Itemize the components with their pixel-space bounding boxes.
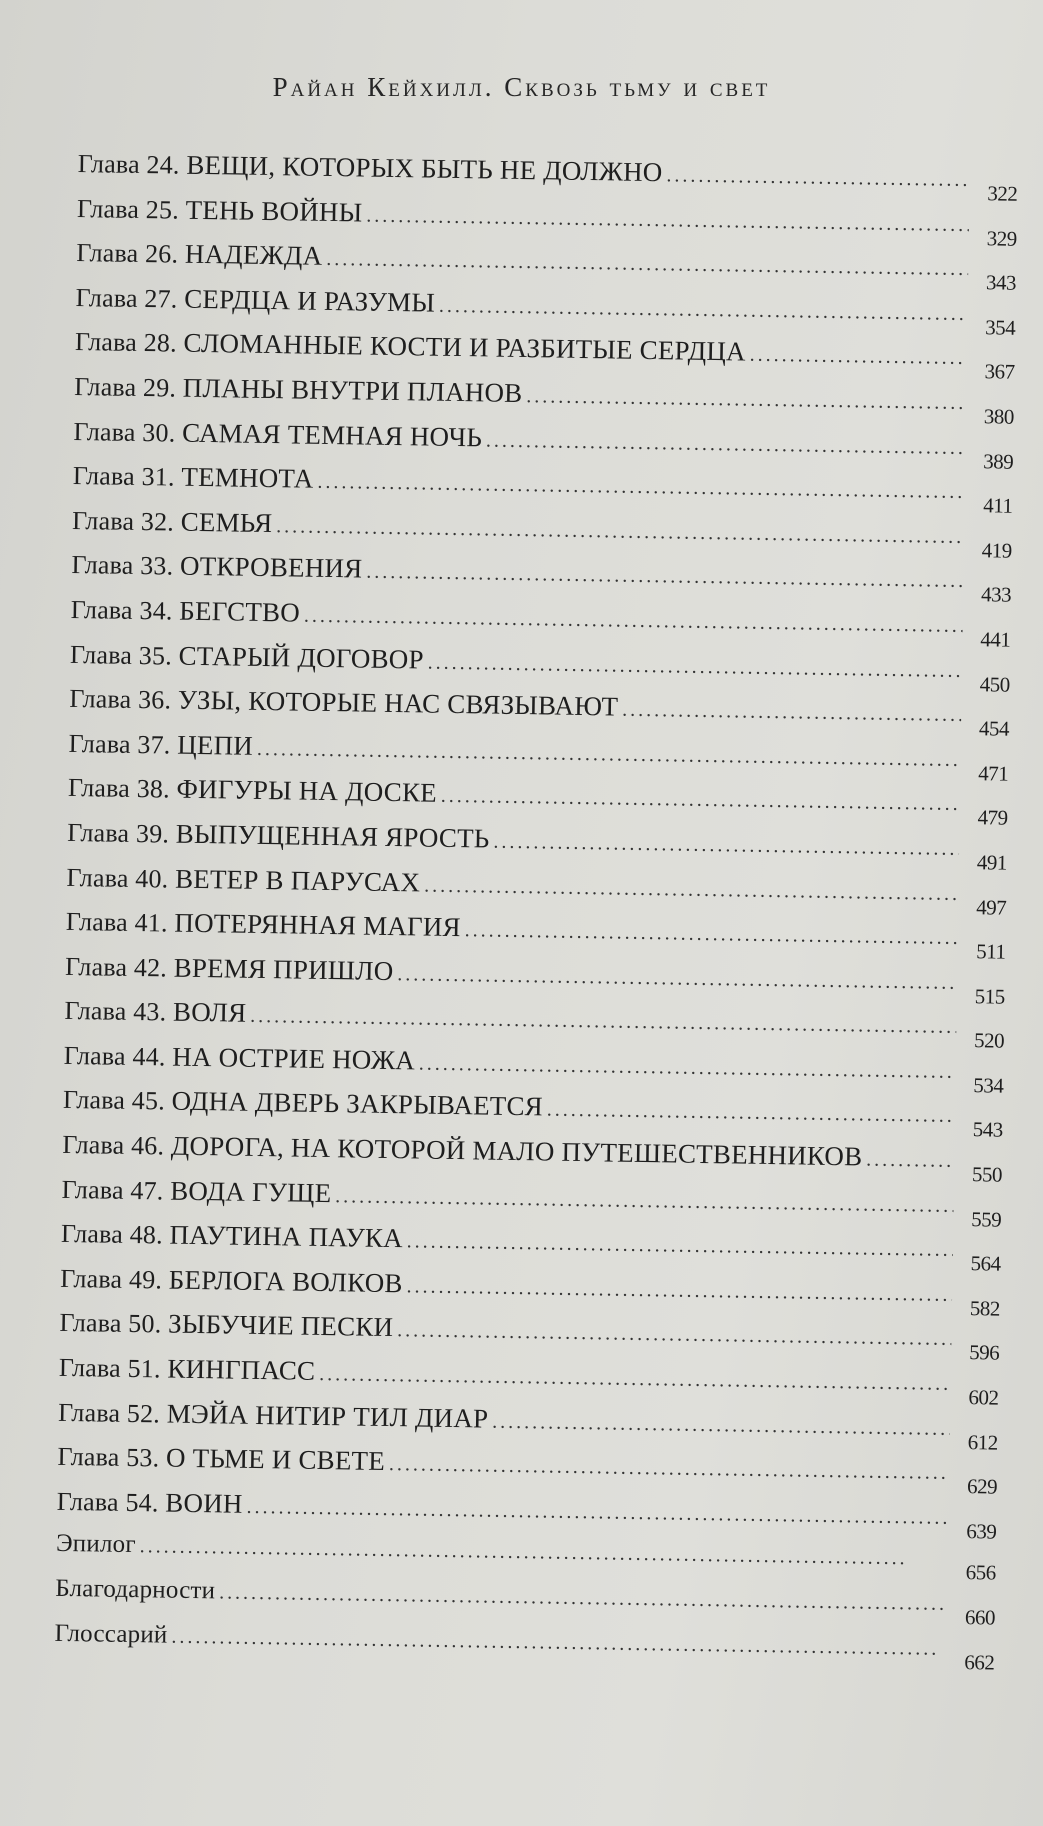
page-number: 454 (978, 716, 1010, 741)
dot-leader (465, 919, 958, 950)
dot-leader (317, 471, 965, 504)
chapter-title: ТЕНЬ ВОЙНЫ (185, 194, 363, 228)
dot-leader (666, 164, 970, 192)
chapter-title: ТЕМНОТА (181, 461, 314, 494)
chapter-label: Глава 27. (75, 282, 178, 314)
chapter-label: Глава 42. (64, 951, 168, 983)
chapter-label: Глава 35. (69, 639, 173, 671)
toc-entry-title (70, 638, 424, 675)
chapter-title: ПОТЕРЯННАЯ МАГИЯ (174, 907, 462, 943)
toc-entry-title (61, 1218, 403, 1254)
chapter-label: Глоссарий (54, 1619, 168, 1649)
page-number: 660 (964, 1605, 996, 1630)
chapter-title: ДОРОГА, НА КОТОРОЙ МАЛО ПУТЕШЕСТВЕННИКОВ (170, 1130, 863, 1172)
page-number: 329 (986, 225, 1017, 251)
toc-entry-title (66, 861, 420, 898)
dot-leader (397, 1320, 952, 1352)
toc-entry-title (73, 416, 482, 453)
chapter-title: САМАЯ ТЕМНАЯ НОЧЬ (181, 417, 483, 452)
chapter-title: СЕМЬЯ (180, 506, 273, 538)
toc-entry-title (78, 148, 663, 188)
dot-leader (304, 605, 963, 638)
dot-leader (219, 1581, 947, 1615)
toc-entry-title (68, 772, 437, 809)
chapter-label: Глава 31. (72, 461, 175, 492)
chapter-title: УЗЫ, КОТОРЫЕ НАС СВЯЗЫВАЮТ (177, 684, 619, 722)
dot-leader (276, 515, 964, 549)
dot-leader (750, 344, 967, 370)
page-number: 662 (964, 1649, 995, 1675)
dot-leader (406, 1275, 952, 1307)
dot-leader (389, 1453, 950, 1485)
chapter-title: СТАРЫЙ ДОГОВОР (178, 640, 424, 675)
page-number: 520 (973, 1028, 1005, 1053)
chapter-label: Глава 38. (67, 773, 171, 804)
chapter-label: Глава 45. (62, 1085, 166, 1116)
chapter-label: Глава 30. (73, 416, 176, 448)
dot-leader (547, 1099, 955, 1128)
page-number: 596 (969, 1340, 1000, 1366)
page-number: 389 (983, 448, 1014, 474)
page-number: 629 (966, 1474, 998, 1499)
chapter-title: НАДЕЖДА (184, 238, 323, 272)
toc-entry-title (68, 728, 253, 762)
toc-entry-title (63, 1084, 543, 1123)
chapter-label: Глава 48. (60, 1219, 164, 1250)
chapter-title: ВЕЩИ, КОТОРЫХ БЫТЬ НЕ ДОЛЖНО (186, 149, 663, 188)
page-number: 612 (967, 1429, 998, 1455)
dot-leader (366, 204, 969, 236)
toc-entry-title (56, 1530, 136, 1559)
page-number: 450 (979, 671, 1010, 697)
chapter-label: Глава 26. (76, 238, 179, 269)
dot-leader (419, 1052, 956, 1083)
chapter-label: Глава 32. (71, 505, 175, 537)
dot-leader (326, 248, 968, 281)
chapter-label: Глава 50. (59, 1308, 162, 1339)
chapter-title: СЕРДЦА И РАЗУМЫ (183, 283, 436, 318)
chapter-title: СЛОМАННЫЕ КОСТИ И РАЗБИТЫЕ СЕРДЦА (183, 328, 747, 367)
toc-entry-title (77, 193, 363, 228)
dot-leader (424, 874, 959, 905)
dot-leader (866, 1149, 954, 1173)
dot-leader (441, 785, 960, 816)
chapter-label: Глава 43. (64, 996, 167, 1027)
toc-entry-title (59, 1352, 316, 1387)
toc-entry-title (60, 1263, 403, 1299)
toc-entry-title (54, 1619, 167, 1649)
chapter-label: Глава 41. (65, 907, 168, 938)
page-number: 419 (981, 537, 1012, 563)
page-number: 322 (987, 181, 1018, 206)
page-number: 656 (965, 1560, 996, 1585)
chapter-label: Глава 46. (62, 1129, 165, 1161)
page-number: 367 (984, 359, 1015, 385)
page-number: 441 (980, 627, 1011, 652)
page-number: 543 (972, 1117, 1003, 1143)
chapter-title: ВОИН (165, 1487, 243, 1519)
toc-entry-title (65, 951, 394, 987)
page-number: 550 (971, 1162, 1003, 1187)
page-number: 639 (966, 1518, 997, 1544)
toc-entry-title (66, 906, 461, 943)
page-number: 411 (983, 493, 1013, 518)
chapter-title: БЕГСТВО (179, 595, 301, 628)
chapter-title: О ТЬМЕ И СВЕТЕ (165, 1442, 386, 1477)
toc-entry-title (64, 1040, 416, 1077)
toc-entry-title (76, 237, 322, 272)
dot-leader (250, 1005, 956, 1039)
chapter-label: Глава 28. (74, 327, 178, 358)
chapter-title: ОДНА ДВЕРЬ ЗАКРЫВАЕТСЯ (171, 1086, 544, 1122)
dot-leader (492, 1410, 950, 1440)
page-number: 582 (969, 1295, 1001, 1321)
toc-entry-title (57, 1441, 385, 1477)
dot-leader (335, 1185, 954, 1218)
toc-entry-title (58, 1396, 489, 1434)
dot-leader (246, 1496, 948, 1530)
chapter-label: Глава 49. (60, 1263, 163, 1295)
running-head: Райан Кейхилл. Сквозь тьму и свет (272, 72, 771, 102)
page-number: 471 (978, 760, 1009, 786)
chapter-title: ПЛАНЫ ВНУТРИ ПЛАНОВ (182, 372, 523, 408)
chapter-label: Глава 52. (57, 1397, 161, 1429)
toc-entry-title (67, 817, 490, 855)
page-number: 559 (971, 1206, 1002, 1232)
chapter-title: ВЕТЕР В ПАРУСАХ (174, 863, 421, 897)
chapter-title: ВЫПУЩЕННАЯ ЯРОСТЬ (175, 818, 490, 854)
toc-entry-title (64, 995, 246, 1029)
chapter-title: ЗЫБУЧИЕ ПЕСКИ (167, 1308, 394, 1343)
chapter-label: Глава 44. (63, 1040, 166, 1072)
page-number: 380 (983, 404, 1015, 429)
toc-entry-title (59, 1307, 393, 1343)
chapter-title: ВОЛЯ (172, 996, 247, 1029)
page-number: 511 (976, 939, 1006, 964)
chapter-label: Глава 36. (69, 684, 172, 715)
chapter-title: ВРЕМЯ ПРИШЛО (173, 952, 394, 986)
dot-leader (407, 1231, 953, 1263)
chapter-title: ЦЕПИ (176, 729, 254, 761)
chapter-label: Глава 24. (77, 148, 180, 180)
dot-leader (486, 429, 966, 460)
toc-entry-title (74, 371, 523, 409)
chapter-label: Эпилог (55, 1530, 136, 1559)
dot-leader (439, 294, 968, 325)
chapter-title: БЕРЛОГА ВОЛКОВ (168, 1264, 403, 1299)
chapter-label: Глава 29. (74, 371, 177, 403)
table-of-contents (54, 148, 1018, 1679)
chapter-label: Глава 34. (70, 594, 173, 626)
page-number: 479 (977, 805, 1008, 830)
dot-leader (397, 963, 957, 995)
chapter-title: ФИГУРЫ НА ДОСКЕ (176, 773, 438, 809)
chapter-label: Глава 33. (71, 550, 174, 581)
chapter-label: Глава 53. (57, 1442, 160, 1473)
chapter-title: ВОДА ГУЩЕ (169, 1175, 332, 1208)
chapter-title: МЭЙА НИТИР ТИЛ ДИАР (166, 1398, 489, 1434)
chapter-label: Глава 39. (67, 817, 170, 849)
toc-entry-title (56, 1486, 242, 1520)
toc-entry-title (72, 505, 273, 539)
page-number: 343 (985, 270, 1017, 295)
chapter-label: Благодарности (55, 1574, 216, 1605)
chapter-label: Глава 25. (76, 193, 180, 225)
toc-entry-title (75, 282, 435, 319)
toc-entry-title (71, 594, 301, 629)
page-number: 602 (968, 1385, 999, 1410)
page-number: 534 (973, 1073, 1004, 1098)
page-number: 491 (976, 850, 1008, 875)
toc-entry-title (73, 460, 314, 495)
chapter-label: Глава 51. (58, 1352, 161, 1384)
chapter-title: ПАУТИНА ПАУКА (169, 1219, 404, 1254)
chapter-label: Глава 54. (56, 1486, 159, 1518)
page-number: 564 (970, 1251, 1001, 1276)
dot-leader (526, 385, 966, 415)
toc-entry-title (55, 1575, 215, 1606)
dot-leader (257, 738, 961, 772)
page-number: 354 (985, 315, 1016, 340)
toc-entry-title (71, 549, 362, 585)
dot-leader (428, 651, 963, 682)
chapter-label: Глава 40. (66, 862, 169, 894)
chapter-title: ОТКРОВЕНИЯ (179, 550, 363, 584)
dot-leader (622, 699, 961, 727)
dot-leader (319, 1363, 951, 1396)
dot-leader (366, 561, 963, 593)
page-number: 515 (974, 983, 1005, 1009)
toc-entry-title (61, 1174, 331, 1209)
chapter-label: Глава 37. (68, 728, 171, 760)
chapter-label: Глава 47. (61, 1174, 164, 1206)
chapter-title: НА ОСТРИЕ НОЖА (172, 1041, 416, 1076)
dot-leader (493, 831, 959, 861)
chapter-title: КИНГПАСС (167, 1353, 316, 1386)
page-number: 497 (976, 894, 1007, 920)
page-number: 433 (980, 582, 1012, 608)
